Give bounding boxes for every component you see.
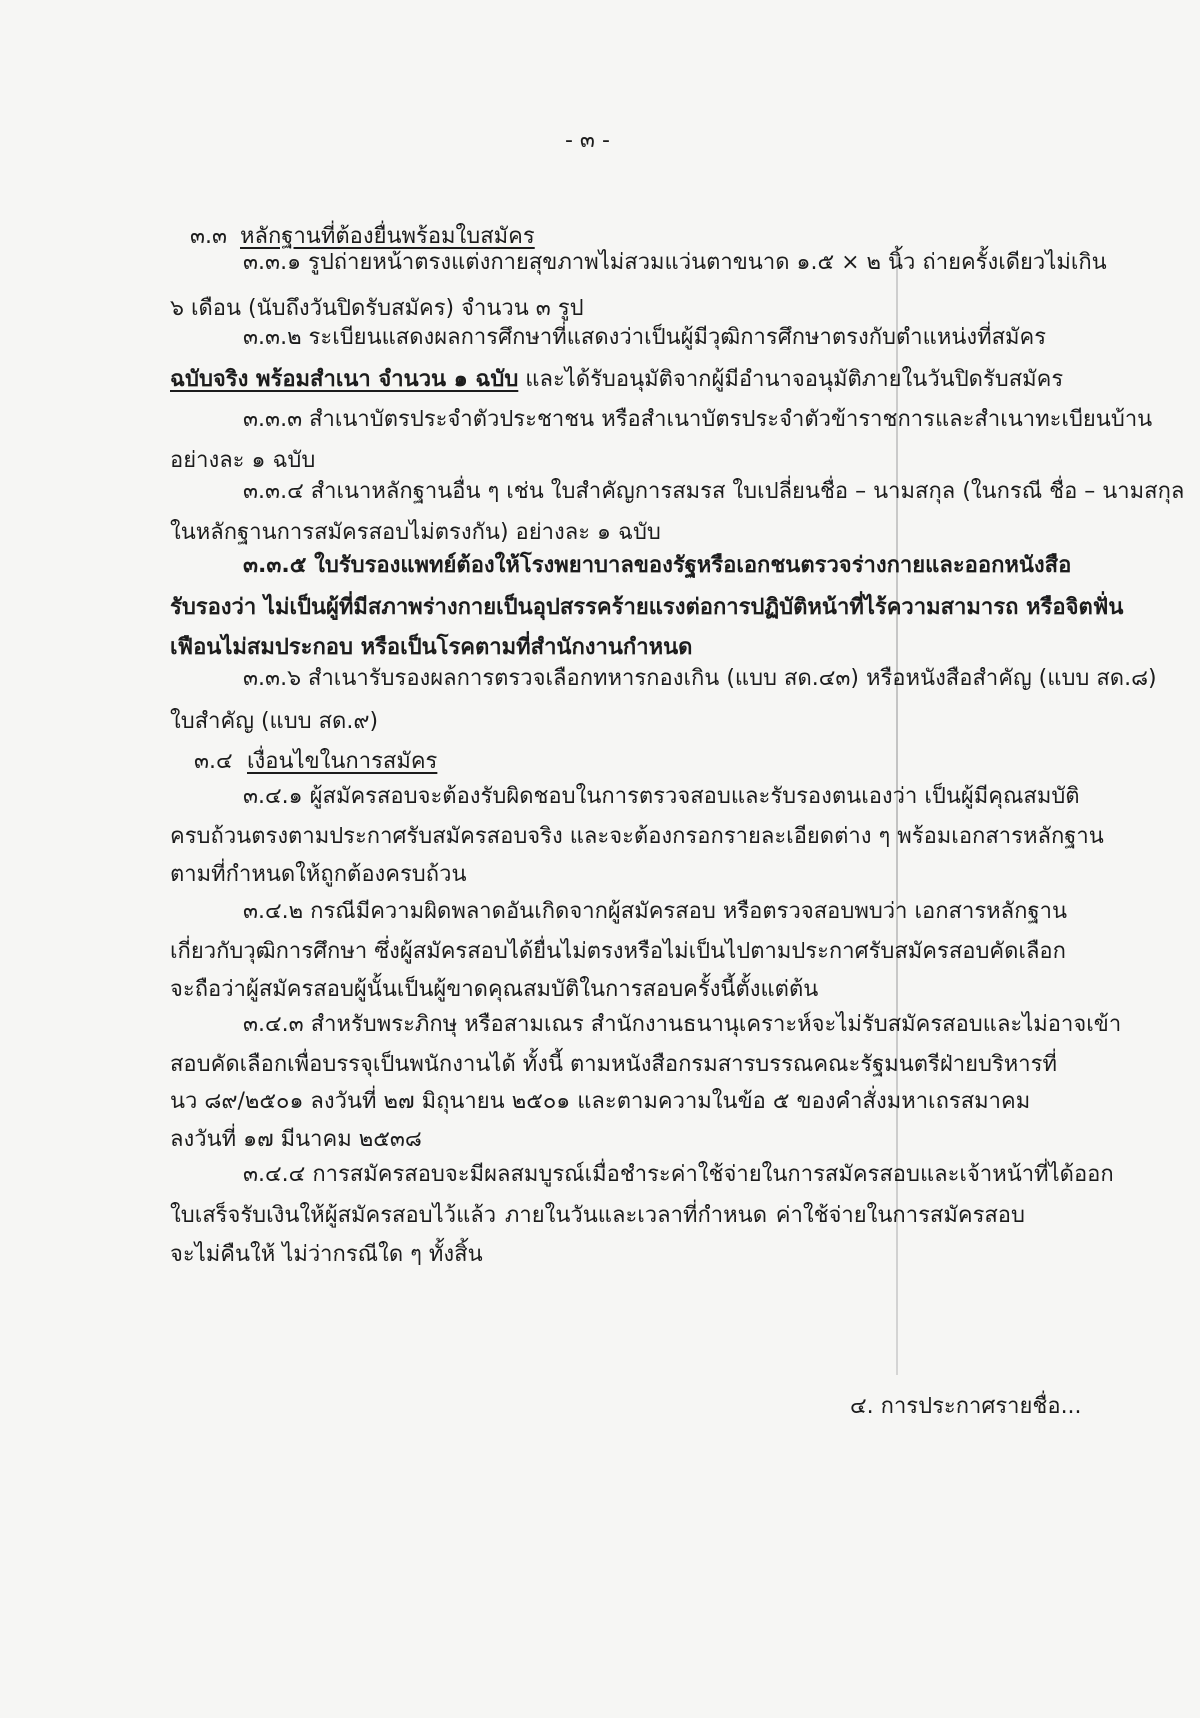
item-3-3-4-line1: ๓.๓.๔ สำเนาหลักฐานอื่น ๆ เช่น ใบสำคัญการสมรส ใบเปลี่ยนชื่อ – นามสกุล (ในกรณี ชื่อ – นามสกุล (243, 479, 1185, 504)
item-3-3-1-line2: ๖ เดือน (นับถึงวันปิดรับสมัคร) จำนวน ๓ รูป (170, 296, 584, 321)
item-3-4-3-line3: นว ๘๙/๒๕๐๑ ลงวันที่ ๒๗ มิถุนายน ๒๕๐๑ และตามความในข้อ ๕ ของคำสั่งมหาเถรสมาคม (170, 1089, 1031, 1114)
item-3-3-4-line2: ในหลักฐานการสมัครสอบไม่ตรงกัน) อย่างละ ๑ ฉบับ (170, 520, 661, 545)
item-3-4-1-line1: ๓.๔.๑ ผู้สมัครสอบจะต้องรับผิดชอบในการตรวจสอบและรับรองตนเองว่า เป็นผู้มีคุณสมบัติ (243, 784, 1080, 809)
section-3-4-number: ๓.๔ (194, 749, 233, 774)
item-3-3-5-line3: เฟือนไม่สมประกอบ หรือเป็นโรคตามที่สำนักงานกำหนด (170, 635, 693, 660)
item-3-3-3-line2: อย่างละ ๑ ฉบับ (170, 448, 316, 473)
item-3-3-6-line1: ๓.๓.๖ สำเนารับรองผลการตรวจเลือกทหารกองเกิน (แบบ สด.๔๓) หรือหนังสือสำคัญ (แบบ สด.๘) (243, 666, 1157, 691)
item-3-4-3-line2: สอบคัดเลือกเพื่อบรรจุเป็นพนักงานได้ ทั้งนี้ ตามหนังสือกรมสารบรรณคณะรัฐมนตรีฝ่ายบริหารที่ (170, 1052, 1057, 1077)
item-3-4-4-line1: ๓.๔.๔ การสมัครสอบจะมีผลสมบูรณ์เมื่อชำระค่าใช้จ่ายในการสมัครสอบและเจ้าหน้าที่ได้ออก (243, 1162, 1114, 1187)
item-3-3-2-rest-text: และได้รับอนุมัติจากผู้มีอำนาจอนุมัติภายในวันปิดรับสมัคร (518, 367, 1064, 392)
item-3-4-2-line3: จะถือว่าผู้สมัครสอบผู้นั้นเป็นผู้ขาดคุณสมบัติในการสอบครั้งนี้ตั้งแต่ต้น (170, 977, 819, 1002)
item-3-3-3-line1: ๓.๓.๓ สำเนาบัตรประจำตัวประชาชน หรือสำเนาบัตรประจำตัวข้าราชการและสำเนาทะเบียนบ้าน (243, 407, 1153, 432)
item-3-4-1-line3: ตามที่กำหนดให้ถูกต้องครบถ้วน (170, 862, 467, 887)
item-3-4-4-line2: ใบเสร็จรับเงินให้ผู้สมัครสอบไว้แล้ว ภายในวันและเวลาที่กำหนด ค่าใช้จ่ายในการสมัครสอบ (170, 1203, 1025, 1228)
item-3-4-3-line1: ๓.๔.๓ สำหรับพระภิกษุ หรือสามเณร สำนักงานธนานุเคราะห์จะไม่รับสมัครสอบและไม่อาจเข้า (243, 1012, 1122, 1037)
item-3-4-3-line4: ลงวันที่ ๑๗ มีนาคม ๒๕๓๘ (170, 1127, 422, 1152)
page-number: - ๓ - (565, 128, 610, 153)
section-3-3-number: ๓.๓ (190, 224, 228, 249)
item-3-4-2-line2: เกี่ยวกับวุฒิการศึกษา ซึ่งผู้สมัครสอบได้ยื่นไม่ตรงหรือไม่เป็นไปตามประกาศรับสมัครสอบคัดเลือก (170, 939, 1066, 964)
item-3-3-2-bold-text: ฉบับจริง พร้อมสำเนา จำนวน ๑ ฉบับ (170, 367, 519, 392)
item-3-3-6-line2: ใบสำคัญ (แบบ สด.๙) (170, 709, 379, 734)
item-3-3-5-line2: รับรองว่า ไม่เป็นผู้ที่มีสภาพร่างกายเป็นอุปสรรคร้ายแรงต่อการปฏิบัติหน้าที่ไร้ความสามารถ หรือจิตฟั่น (170, 595, 1124, 620)
item-3-4-1-line2: ครบถ้วนตรงตามประกาศรับสมัครสอบจริง และจะต้องกรอกรายละเอียดต่าง ๆ พร้อมเอกสารหลักฐาน (170, 824, 1104, 849)
item-3-3-5-line1: ๓.๓.๕ ใบรับรองแพทย์ต้องให้โรงพยาบาลของรัฐหรือเอกชนตรวจร่างกายและออกหนังสือ (243, 553, 1072, 578)
section-3-3-heading: หลักฐานที่ต้องยื่นพร้อมใบสมัคร (240, 224, 535, 249)
section-3-4-heading: เงื่อนไขในการสมัคร (247, 749, 438, 774)
item-3-3-2-line2 (170, 365, 1063, 395)
item-3-3-2-line1: ๓.๓.๒ ระเบียนแสดงผลการศึกษาที่แสดงว่าเป็นผู้มีวุฒิการศึกษาตรงกับตำแหน่งที่สมัคร (243, 325, 1047, 350)
item-3-3-1-line1: ๓.๓.๑ รูปถ่ายหน้าตรงแต่งกายสุขภาพไม่สวมแว่นตาขนาด ๑.๕ × ๒ นิ้ว ถ่ายครั้งเดียวไม่เกิน (243, 250, 1107, 275)
item-3-4-4-line3: จะไม่คืนให้ ไม่ว่ากรณีใด ๆ ทั้งสิ้น (170, 1242, 483, 1267)
continuation-text: ๔. การประกาศรายชื่อ... (850, 1394, 1082, 1419)
item-3-4-2-line1: ๓.๔.๒ กรณีมีความผิดพลาดอันเกิดจากผู้สมัครสอบ หรือตรวจสอบพบว่า เอกสารหลักฐาน (243, 899, 1067, 924)
